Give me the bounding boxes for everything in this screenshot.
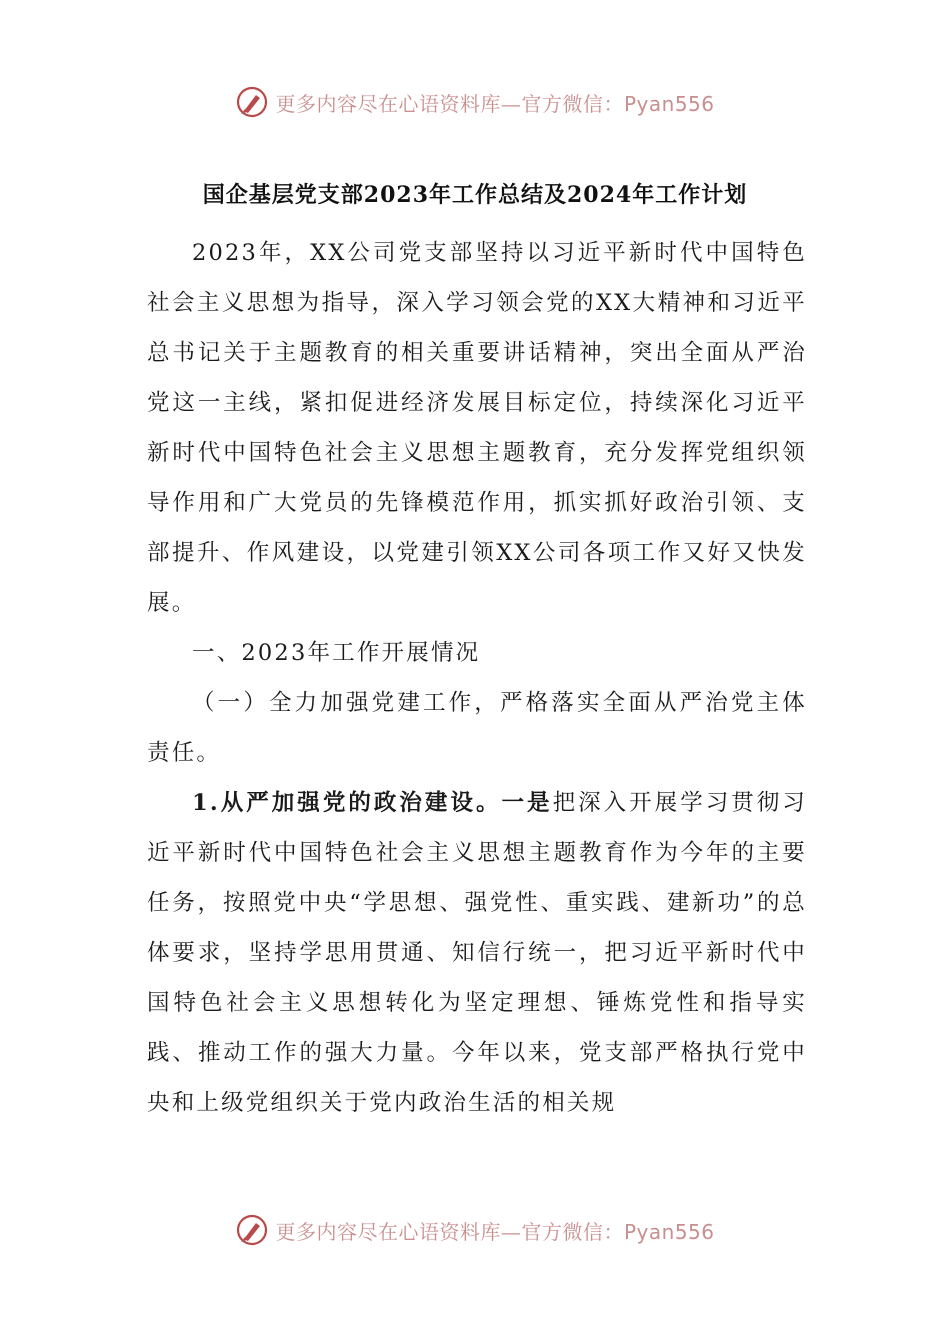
watermark-banner-bottom [0,1210,950,1250]
item-heading: 1.从严加强党的政治建设。 [192,790,502,816]
watermark-banner-top [0,82,950,122]
item-marker: 一是 [501,790,553,816]
watermark-text: 更多内容尽在心语资料库—官方微信：Pyan556 [275,1219,715,1244]
paragraph-intro: 2023年，XX公司党支部坚持以习近平新时代中国特色社会主义思想为指导，深入学习领会党的XX大精神和习近平总书记关于主题教育的相关重要讲话精神，突出全面从严治党这一主线，紧扣促进经济发展目标定位，持续深化习近平新时代中国特色社会主义思想主题教育，充分发挥党组织领导作用和广大党员的先锋模范作用，抓实抓好政治引领、支部提升、作风建设，以党建引领XX公司各项工作又好又快发展。 [147,240,807,616]
document-body [147,228,807,1128]
item-text: 把深入开展学习贯彻习近平新时代中国特色社会主义思想主题教育作为今年的主要任务，按照党中央“学思想、强党性、重实践、建新功”的总体要求，坚持学思用贯通、知信行统一，把习近平新时代中国特色社会主义思想转化为坚定理想、锤炼党性和指导实践、推动工作的强大力量。今年以来，党支部严格执行党中央和上级党组织关于党内政治生活的相关规 [147,790,807,1116]
watermark-wechat: Pyan556 [623,91,715,116]
pen-nib-circle-icon [235,85,269,119]
document-title: 国企基层党支部2023年工作总结及2024年工作计划 [202,182,748,208]
watermark-wechat: Pyan556 [623,1219,715,1244]
heading-section-1: 一、2023年工作开展情况 [192,640,481,666]
pen-nib-circle-icon [235,1213,269,1247]
heading-subsection-1: （一）全力加强党建工作，严格落实全面从严治党主体责任。 [147,690,807,766]
paragraph-political-building [147,778,807,1128]
watermark-text: 更多内容尽在心语资料库—官方微信：Pyan556 [275,91,715,116]
